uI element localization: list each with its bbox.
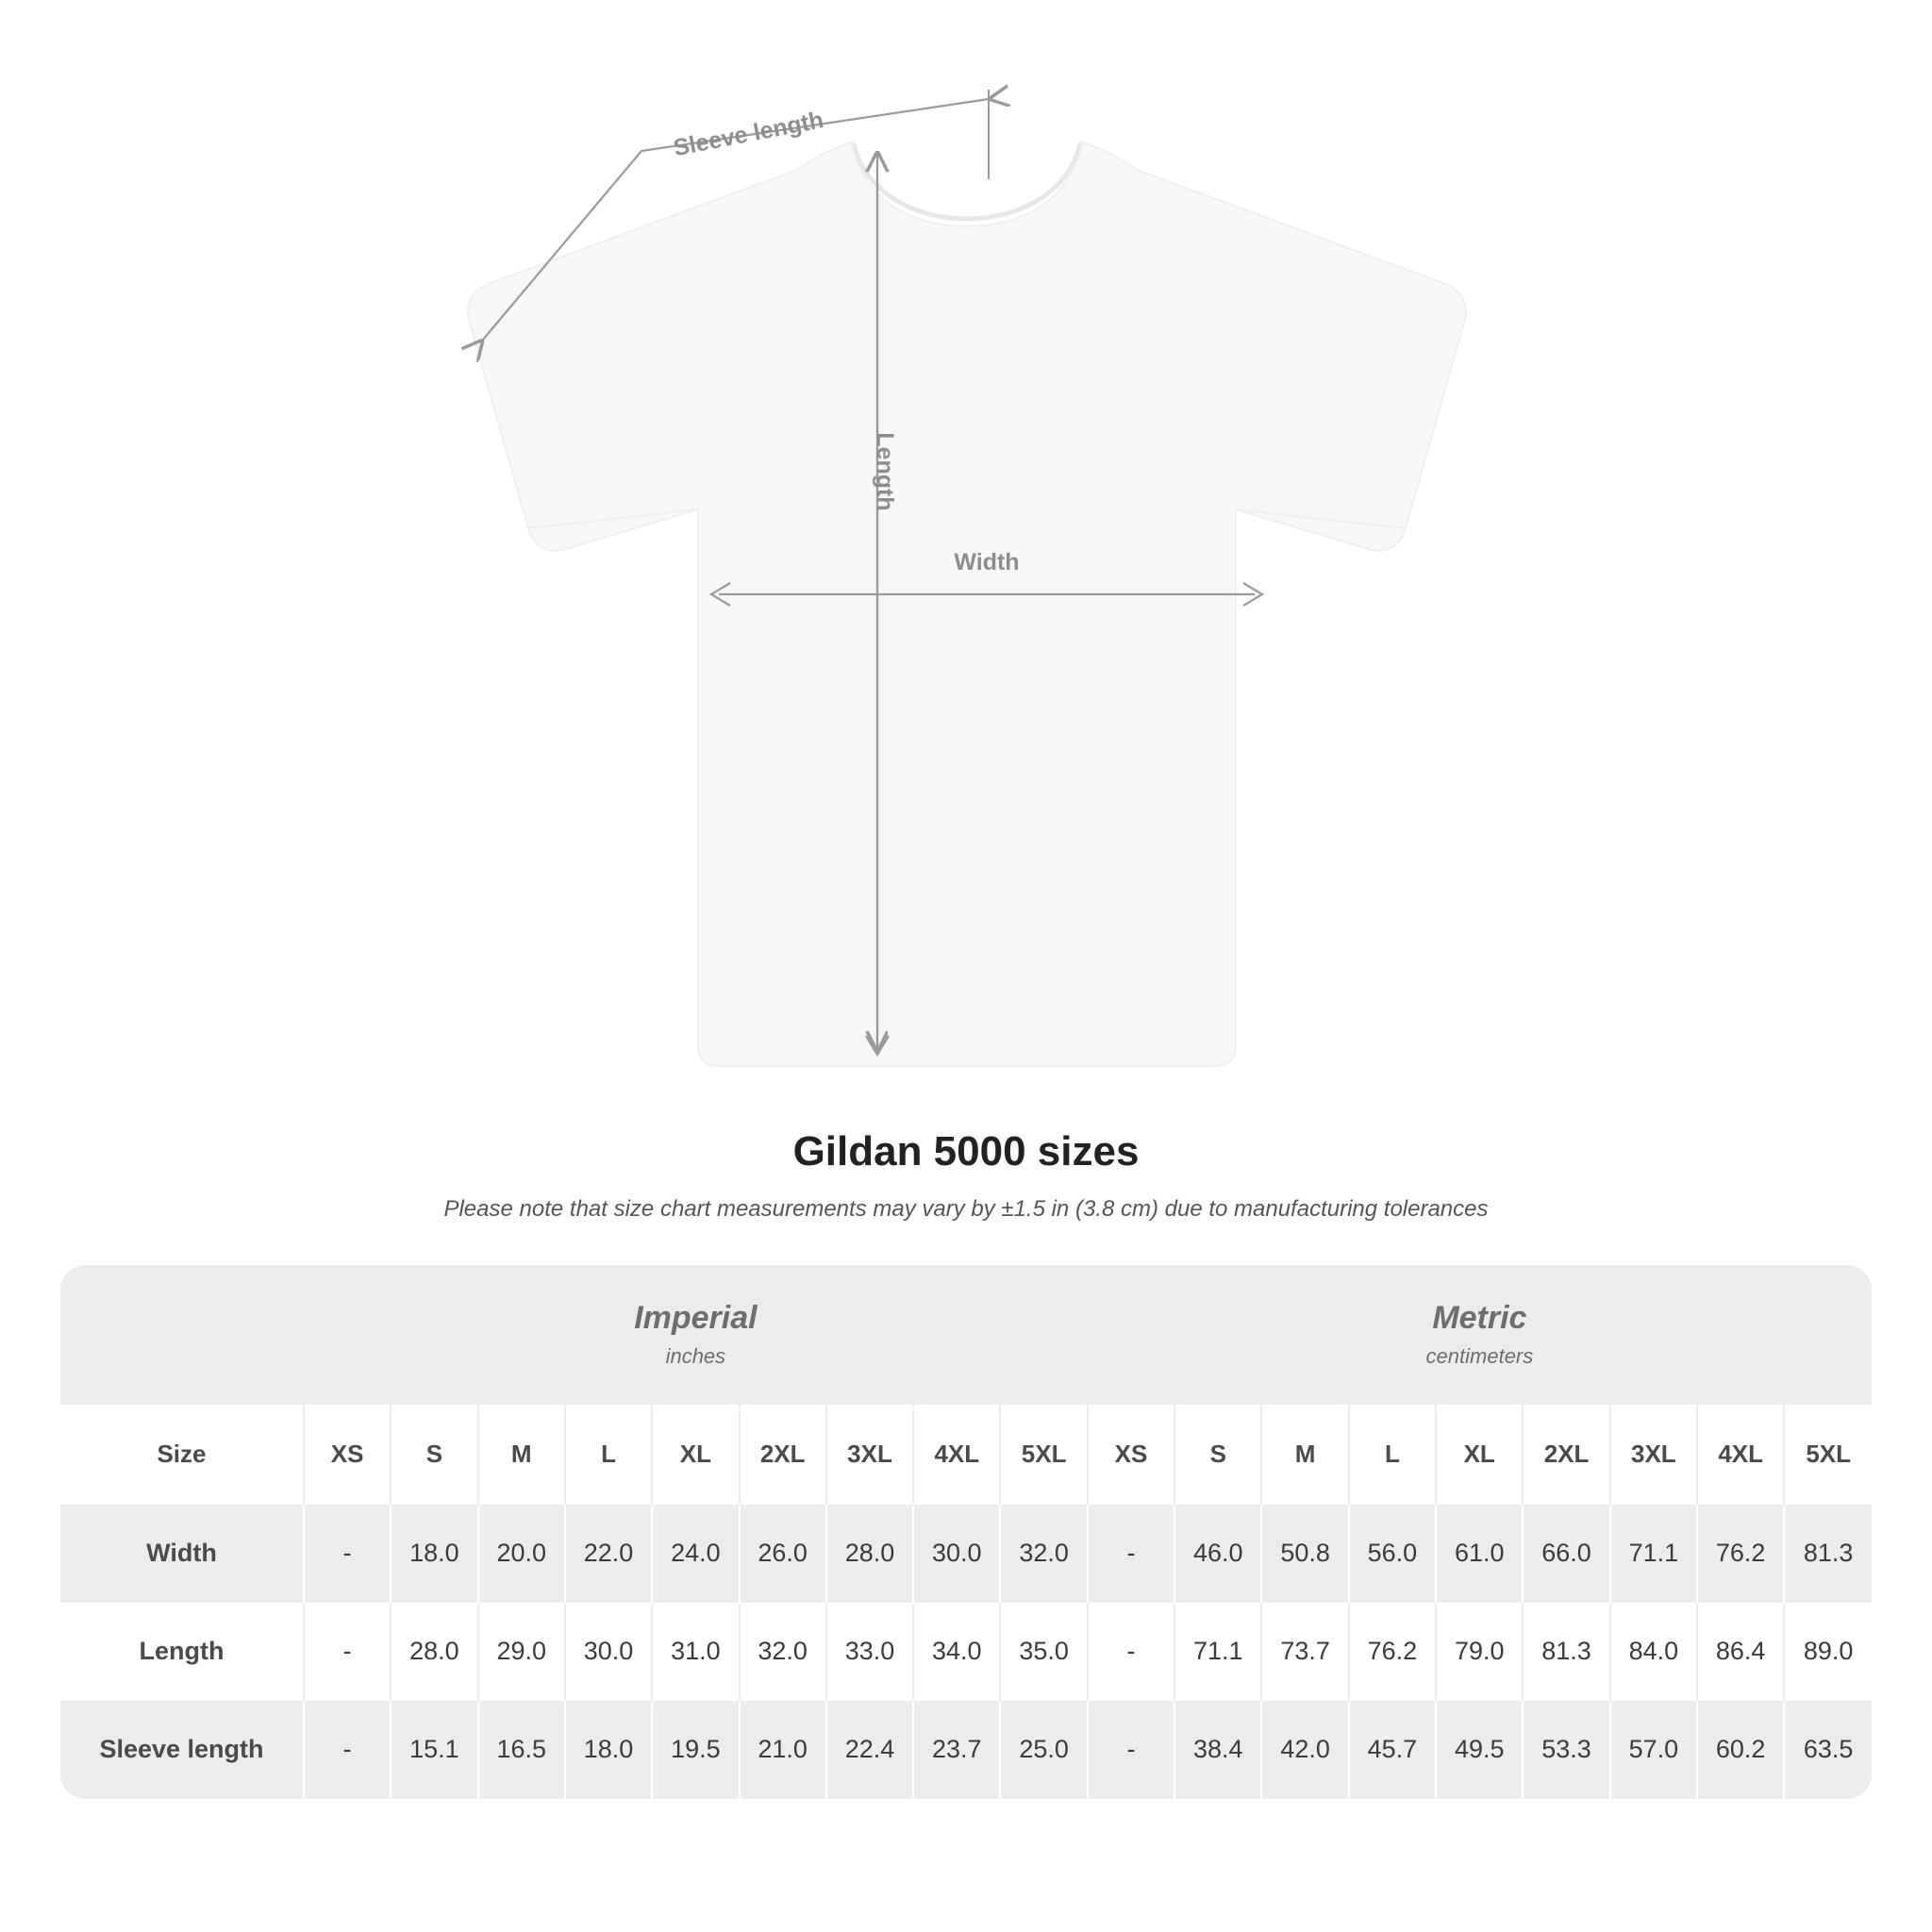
page-title: Gildan 5000 sizes	[792, 1128, 1140, 1174]
cell-sleeve-s-metric: 38.4	[1174, 1701, 1261, 1799]
header-size-4xl-imperial: 4XL	[913, 1405, 1000, 1505]
cell-width-xl-imperial: 24.0	[652, 1505, 739, 1603]
cell-length-5xl-imperial: 35.0	[1000, 1603, 1087, 1701]
header-size-5xl-imperial: 5XL	[1000, 1405, 1087, 1505]
table-row	[60, 1603, 1872, 1701]
header-size-s-imperial: S	[391, 1405, 477, 1505]
cell-sleeve-xl-imperial: 19.5	[652, 1701, 739, 1799]
cell-width-4xl-imperial: 30.0	[913, 1505, 1000, 1603]
header-size-label: Size	[60, 1405, 304, 1505]
header-size-m-imperial: M	[478, 1405, 565, 1505]
cell-width-5xl-imperial: 32.0	[1000, 1505, 1087, 1603]
table-row	[60, 1701, 1872, 1799]
cell-length-m-imperial: 29.0	[478, 1603, 565, 1701]
cell-sleeve-4xl-imperial: 23.7	[913, 1701, 1000, 1799]
cell-length-xs-imperial: -	[304, 1603, 391, 1701]
cell-length-xl-imperial: 31.0	[652, 1603, 739, 1701]
width-label: Width	[954, 549, 1020, 575]
cell-length-m-metric: 73.7	[1261, 1603, 1348, 1701]
cell-width-s-metric: 46.0	[1174, 1505, 1261, 1603]
cell-sleeve-m-imperial: 16.5	[478, 1701, 565, 1799]
cell-length-xs-metric: -	[1088, 1603, 1174, 1701]
header-size-xs-imperial: XS	[304, 1405, 391, 1505]
cell-width-l-metric: 56.0	[1349, 1505, 1436, 1603]
header-size-4xl-metric: 4XL	[1697, 1405, 1784, 1505]
tshirt-shape	[468, 142, 1466, 1066]
cell-sleeve-3xl-metric: 57.0	[1610, 1701, 1697, 1799]
cell-width-m-imperial: 20.0	[478, 1505, 565, 1603]
cell-sleeve-s-imperial: 15.1	[391, 1701, 477, 1799]
length-label: Length	[872, 432, 898, 511]
unit-group-imperial	[304, 1265, 1088, 1405]
page-subtitle: Please note that size chart measurements may vary by ±1.5 in (3.8 cm) due to manufacturing tolerances	[443, 1195, 1489, 1222]
unit-metric-name: Metric	[1432, 1300, 1527, 1337]
unit-spacer	[60, 1265, 304, 1405]
cell-sleeve-xs-imperial: -	[304, 1701, 391, 1799]
cell-width-l-imperial: 22.0	[565, 1505, 652, 1603]
cell-length-l-imperial: 30.0	[565, 1603, 652, 1701]
cell-length-2xl-metric: 81.3	[1523, 1603, 1609, 1701]
header-size-m-metric: M	[1261, 1405, 1348, 1505]
size-table	[60, 1265, 1872, 1799]
header-size-3xl-metric: 3XL	[1610, 1405, 1697, 1505]
row-label-sleeve-length: Sleeve length	[60, 1701, 304, 1799]
cell-width-3xl-metric: 71.1	[1610, 1505, 1697, 1603]
cell-width-xl-metric: 61.0	[1436, 1505, 1523, 1603]
cell-sleeve-m-metric: 42.0	[1261, 1701, 1348, 1799]
size-header-row	[60, 1405, 1872, 1505]
header-size-s-metric: S	[1174, 1405, 1261, 1505]
table-row	[60, 1505, 1872, 1603]
cell-length-5xl-metric: 89.0	[1784, 1603, 1872, 1701]
unit-imperial-sub: inches	[665, 1343, 726, 1368]
cell-sleeve-5xl-imperial: 25.0	[1000, 1701, 1087, 1799]
cell-width-s-imperial: 18.0	[391, 1505, 477, 1603]
cell-width-xs-metric: -	[1088, 1505, 1174, 1603]
cell-width-5xl-metric: 81.3	[1784, 1505, 1872, 1603]
cell-length-xl-metric: 79.0	[1436, 1603, 1523, 1701]
row-label-length: Length	[60, 1603, 304, 1701]
header-size-2xl-imperial: 2XL	[740, 1405, 826, 1505]
cell-length-l-metric: 76.2	[1349, 1603, 1436, 1701]
unit-header-row	[60, 1265, 1872, 1405]
sleeve-length-label: Sleeve length	[671, 107, 826, 162]
cell-length-3xl-imperial: 33.0	[826, 1603, 913, 1701]
cell-length-s-imperial: 28.0	[391, 1603, 477, 1701]
unit-metric-sub: centimeters	[1425, 1343, 1534, 1368]
cell-width-2xl-metric: 66.0	[1523, 1505, 1609, 1603]
cell-length-4xl-imperial: 34.0	[913, 1603, 1000, 1701]
header-size-l-metric: L	[1349, 1405, 1436, 1505]
size-table-wrap	[60, 1265, 1872, 1799]
cell-sleeve-l-imperial: 18.0	[565, 1701, 652, 1799]
cell-width-2xl-imperial: 26.0	[740, 1505, 826, 1603]
cell-sleeve-4xl-metric: 60.2	[1697, 1701, 1784, 1799]
cell-sleeve-xl-metric: 49.5	[1436, 1701, 1523, 1799]
header-size-5xl-metric: 5XL	[1784, 1405, 1872, 1505]
cell-sleeve-l-metric: 45.7	[1349, 1701, 1436, 1799]
unit-imperial-name: Imperial	[634, 1300, 758, 1337]
cell-length-s-metric: 71.1	[1174, 1603, 1261, 1701]
cell-width-4xl-metric: 76.2	[1697, 1505, 1784, 1603]
cell-sleeve-2xl-metric: 53.3	[1523, 1701, 1609, 1799]
cell-sleeve-2xl-imperial: 21.0	[740, 1701, 826, 1799]
cell-length-4xl-metric: 86.4	[1697, 1603, 1784, 1701]
cell-length-2xl-imperial: 32.0	[740, 1603, 826, 1701]
cell-width-xs-imperial: -	[304, 1505, 391, 1603]
header-size-xl-metric: XL	[1436, 1405, 1523, 1505]
header-size-3xl-imperial: 3XL	[826, 1405, 913, 1505]
unit-group-metric	[1088, 1265, 1872, 1405]
header-size-xl-imperial: XL	[652, 1405, 739, 1505]
cell-width-3xl-imperial: 28.0	[826, 1505, 913, 1603]
cell-sleeve-xs-metric: -	[1088, 1701, 1174, 1799]
header-size-l-imperial: L	[565, 1405, 652, 1505]
header-size-2xl-metric: 2XL	[1523, 1405, 1609, 1505]
row-label-width: Width	[60, 1505, 304, 1603]
header-size-xs-metric: XS	[1088, 1405, 1174, 1505]
cell-length-3xl-metric: 84.0	[1610, 1603, 1697, 1701]
cell-sleeve-3xl-imperial: 22.4	[826, 1701, 913, 1799]
cell-sleeve-5xl-metric: 63.5	[1784, 1701, 1872, 1799]
cell-width-m-metric: 50.8	[1261, 1505, 1348, 1603]
